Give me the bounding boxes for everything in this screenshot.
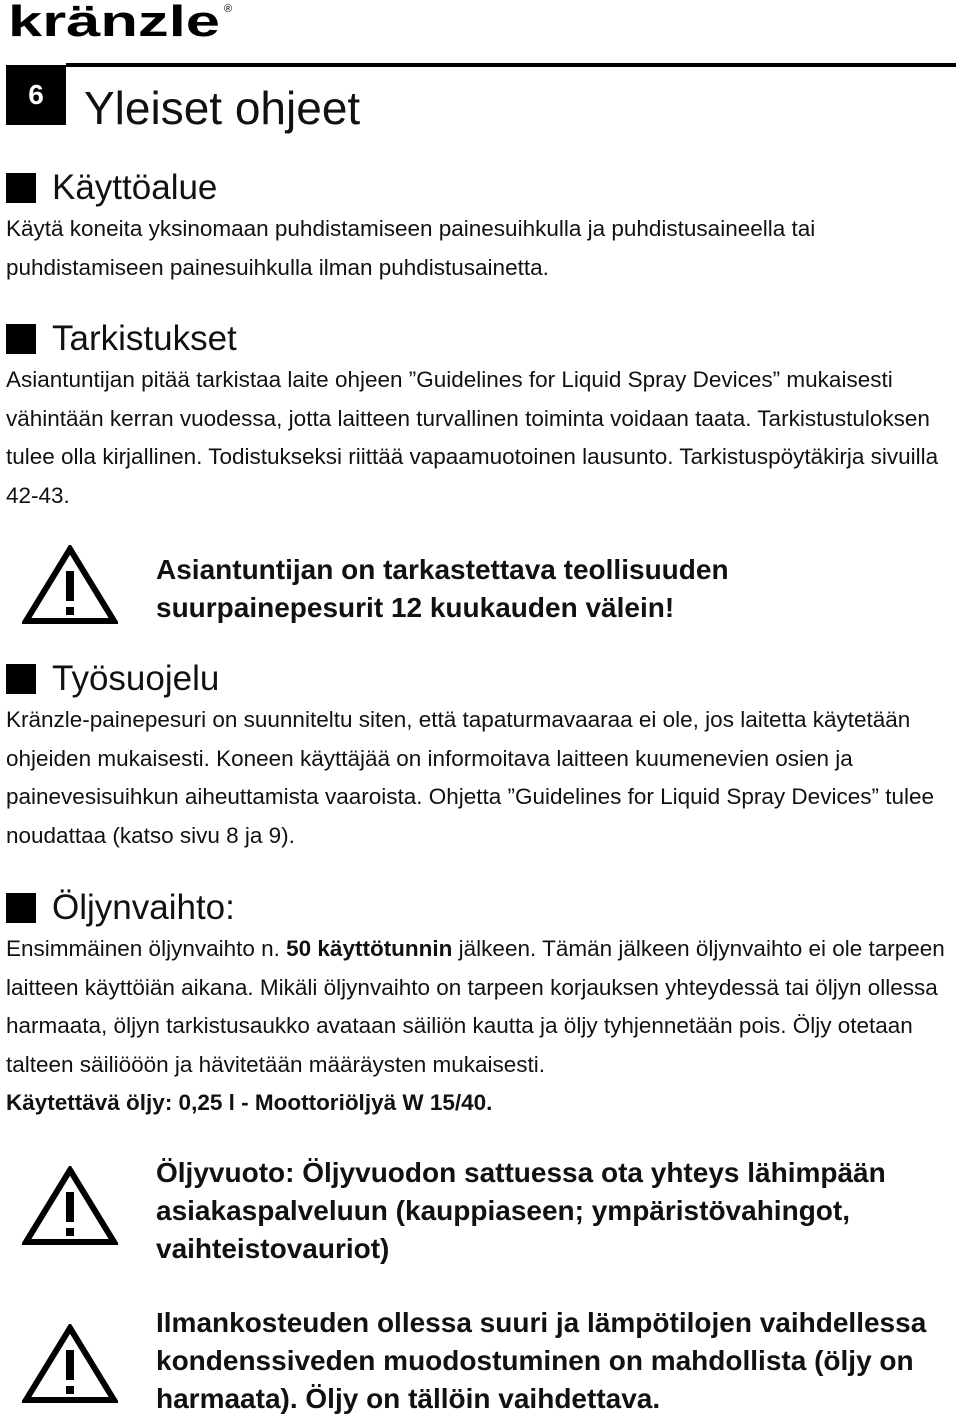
registered-mark: ® [224,3,233,15]
warning-text: Asiantuntijan on tarkastettava teollisuuden suurpainepesurit 12 kuukauden välein! [156,554,729,623]
paragraph-rest: jälkeen. Tämän jälkeen öljynvaihto ei ole tarpeen laitteen käyttöiän aikana. Mikäli öljynvaihto on tarpeen korjauksen yhteydessä tai öljyn ollessa harmaata, öljyn tarkistusaukko avataan säiliön kautta ja öljy tyhjennetään pois. Öljy otetaan talteen säiliööön ja hävitetään määräysten mukaisesti. [6,936,945,1077]
heading-text: Öljynvaihto: [52,888,235,927]
warning-triangle-icon [22,1324,118,1404]
warning-triangle-icon [22,545,118,625]
section-kayttoalue [6,166,954,287]
warning-text: Öljyvuoto: Öljyvuodon sattuessa ota yhteys lähimpään asiakaspalveluun (kauppiaseen; ympäristövahingot, vaihteistovauriot) [156,1157,886,1264]
section-oljynvaihto [6,886,954,1123]
heading-text: Tarkistukset [52,319,237,358]
chapter-title: Yleiset ohjeet [84,82,361,134]
chapter-number: 6 [28,79,44,110]
section-heading [6,166,954,210]
hours-emphasis: 50 käyttötunnin [286,936,453,961]
square-bullet-icon [6,173,36,203]
square-bullet-icon [6,324,36,354]
section-heading [6,657,954,701]
section-heading [6,886,954,930]
square-bullet-icon [6,664,36,694]
paragraph: Käytä koneita yksinomaan puhdistamiseen painesuihkulla ja puhdistusaineella tai puhdistamiseen painesuihkulla ilman puhdistusainetta. [6,216,816,280]
chapter-number-box [6,65,66,125]
section-heading [6,317,954,361]
paragraph: Kränzle-painepesuri on suunniteltu siten, että tapaturmavaaraa ei ole, jos laitetta käytetään ohjeiden mukaisesti. Koneen käyttäjää on informoitava laitteen kuumenevien osien ja painevesisuihkun aiheuttamista vaaroista. Ohjetta ”Guidelines for Liquid Spray Devices” tulee noudattaa (katso sivu 8 ja 9). [6,707,934,848]
section-tarkistukset [6,317,954,515]
kranzle-logo [8,0,238,46]
warning-triangle-icon [22,1166,118,1246]
oil-spec: Käytettävä öljy: 0,25 l - Moottoriöljyä W 15/40. [6,1090,493,1115]
paragraph-start: Ensimmäinen öljynvaihto n. [6,936,287,961]
warning-text: Ilmankosteuden ollessa suuri ja lämpötilojen vaihdellessa kondenssiveden muodostuminen on mahdollista (öljy on harmaata). Öljy on tällöin vaihdettava. [156,1307,927,1414]
logo-text: kränzle [8,0,220,46]
paragraph [6,930,954,1084]
heading-text: Käyttöalue [52,168,218,207]
section-tyosuojelu [6,657,954,855]
heading-text: Työsuojelu [52,659,220,698]
paragraph: Asiantuntijan pitää tarkistaa laite ohjeen ”Guidelines for Liquid Spray Devices” mukaisesti vähintään kerran vuodessa, jotta laitteen turvallinen toiminta voidaan taata. Tarkistustuloksen tulee olla kirjallinen. Todistukseksi riittää vapaamuotoinen lausunto. Tarkistuspöytäkirja sivuilla 42-43. [6,367,939,508]
square-bullet-icon [6,893,36,923]
header-rule [66,63,956,67]
